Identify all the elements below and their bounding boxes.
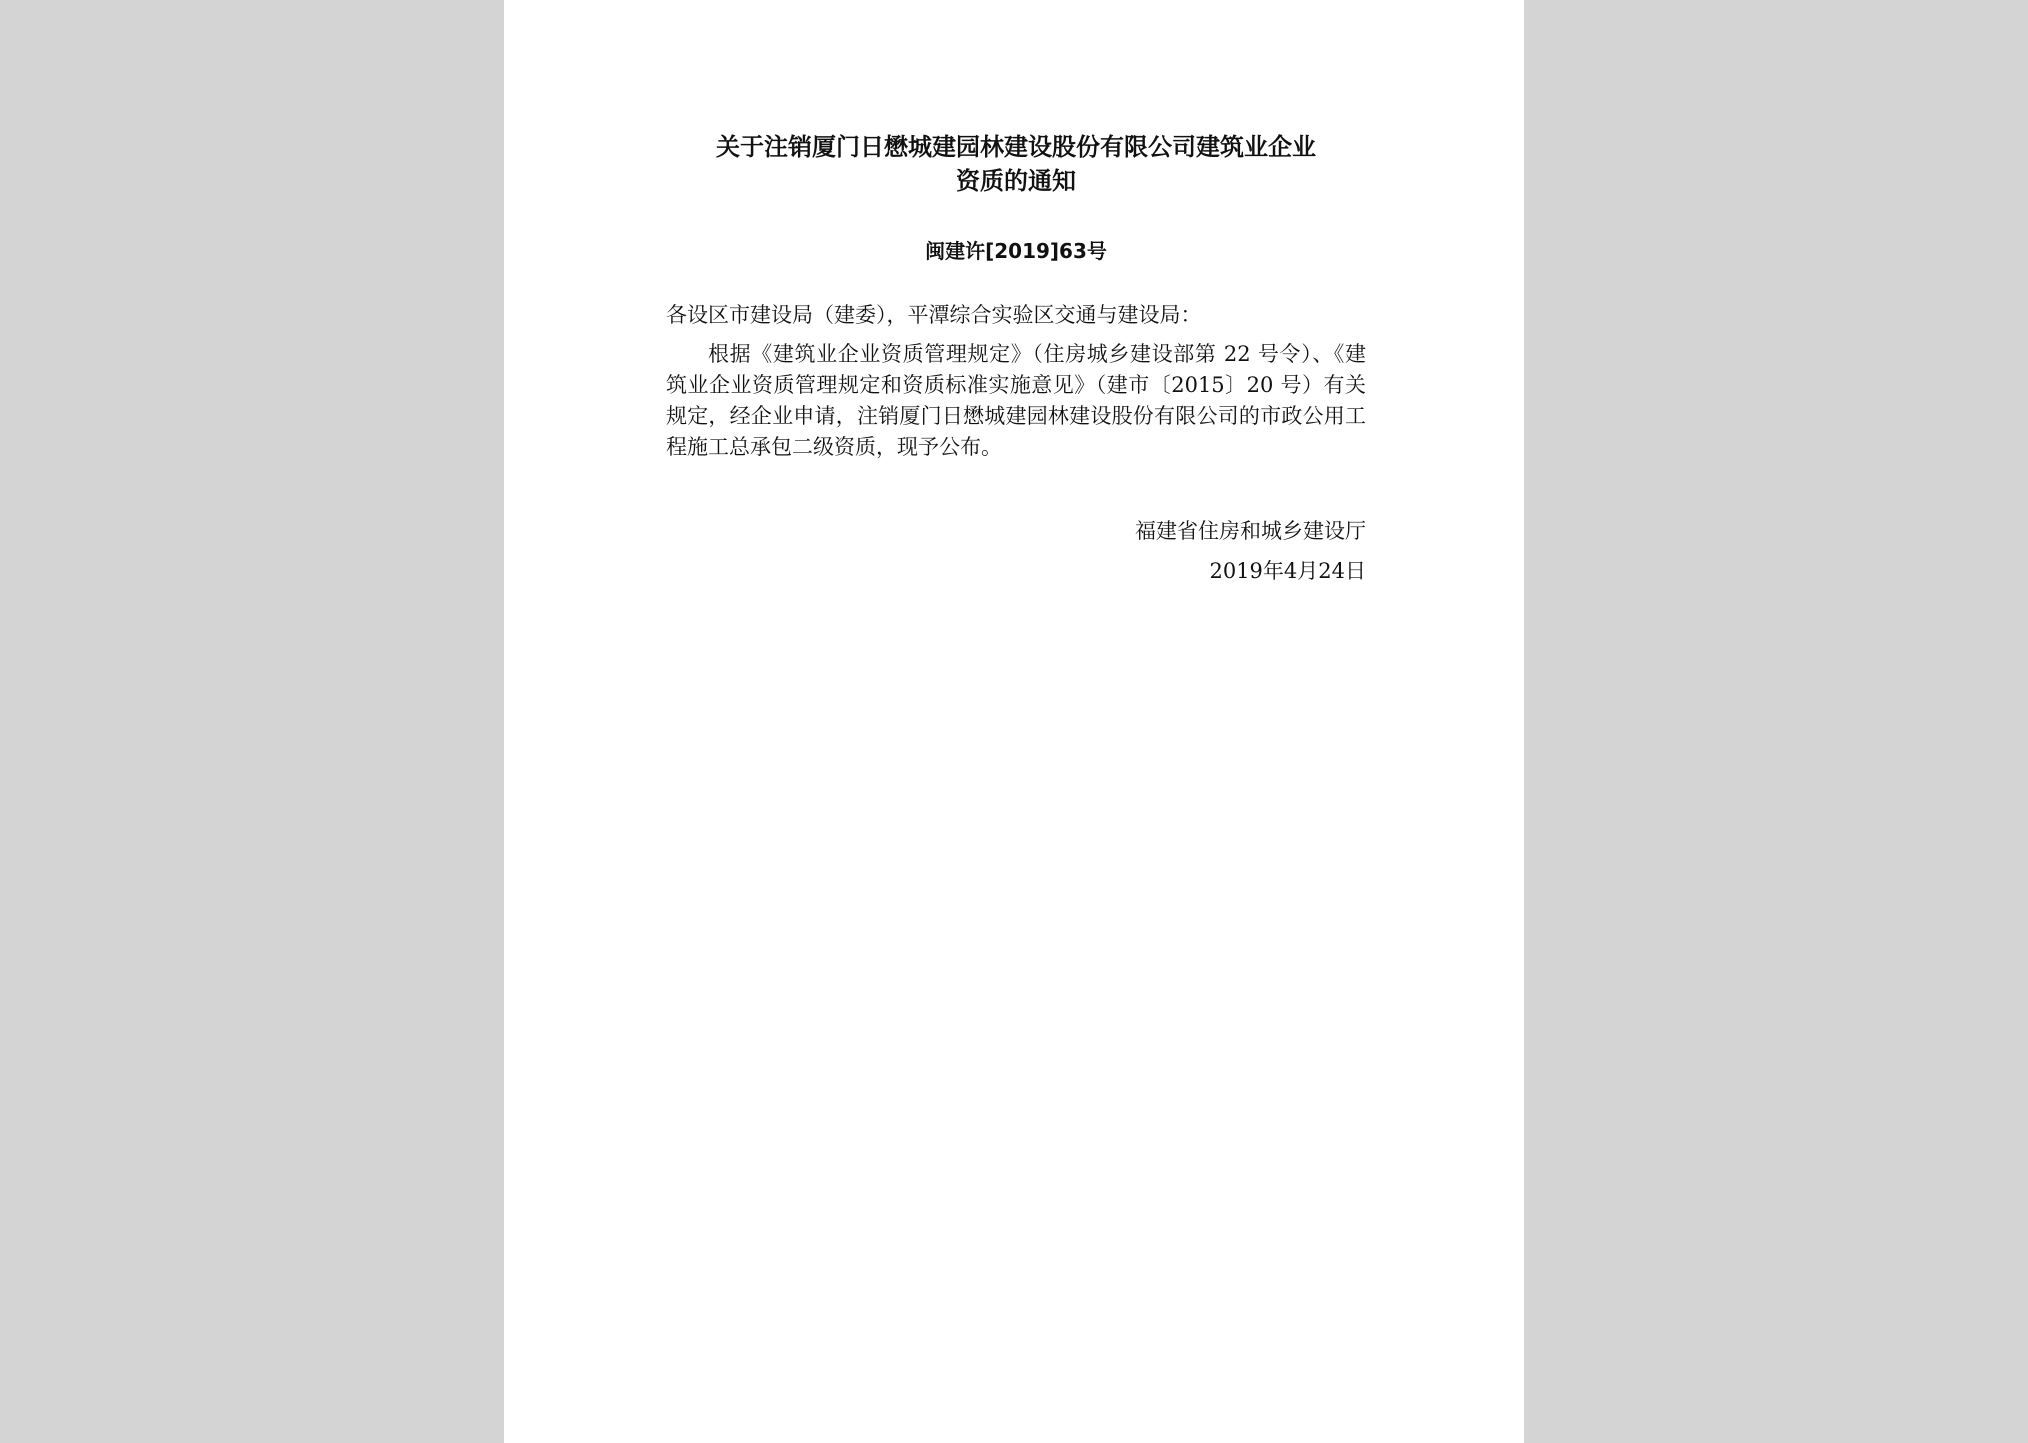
body-paragraph: 根据《建筑业企业资质管理规定》（住房城乡建设部第 22 号令）、《建筑业企业资质管理规定和资质标准实施意见》（建市〔2015〕20 号）有关规定，经企业申请，注销厦门日懋城建园林建设股份有限公司的市政公用工程施工总承包二级资质，现予公布。 xyxy=(666,342,1366,459)
signature-block xyxy=(666,511,1366,591)
document-title-line-2: 资质的通知 xyxy=(956,167,1076,195)
issuer: 福建省住房和城乡建设厅 xyxy=(1135,519,1366,543)
document-number: 闽建许[2019]63号 xyxy=(925,239,1107,263)
document-title-line-1: 关于注销厦门日懋城建园林建设股份有限公司建筑业企业 xyxy=(716,133,1316,161)
issue-date: 2019年4月24日 xyxy=(1209,559,1366,583)
document-content xyxy=(666,130,1366,591)
document-body xyxy=(666,300,1366,463)
salutation: 各设区市建设局（建委），平潭综合实验区交通与建设局： xyxy=(666,303,1202,327)
document-page xyxy=(504,0,1524,1443)
document-title xyxy=(666,130,1366,198)
